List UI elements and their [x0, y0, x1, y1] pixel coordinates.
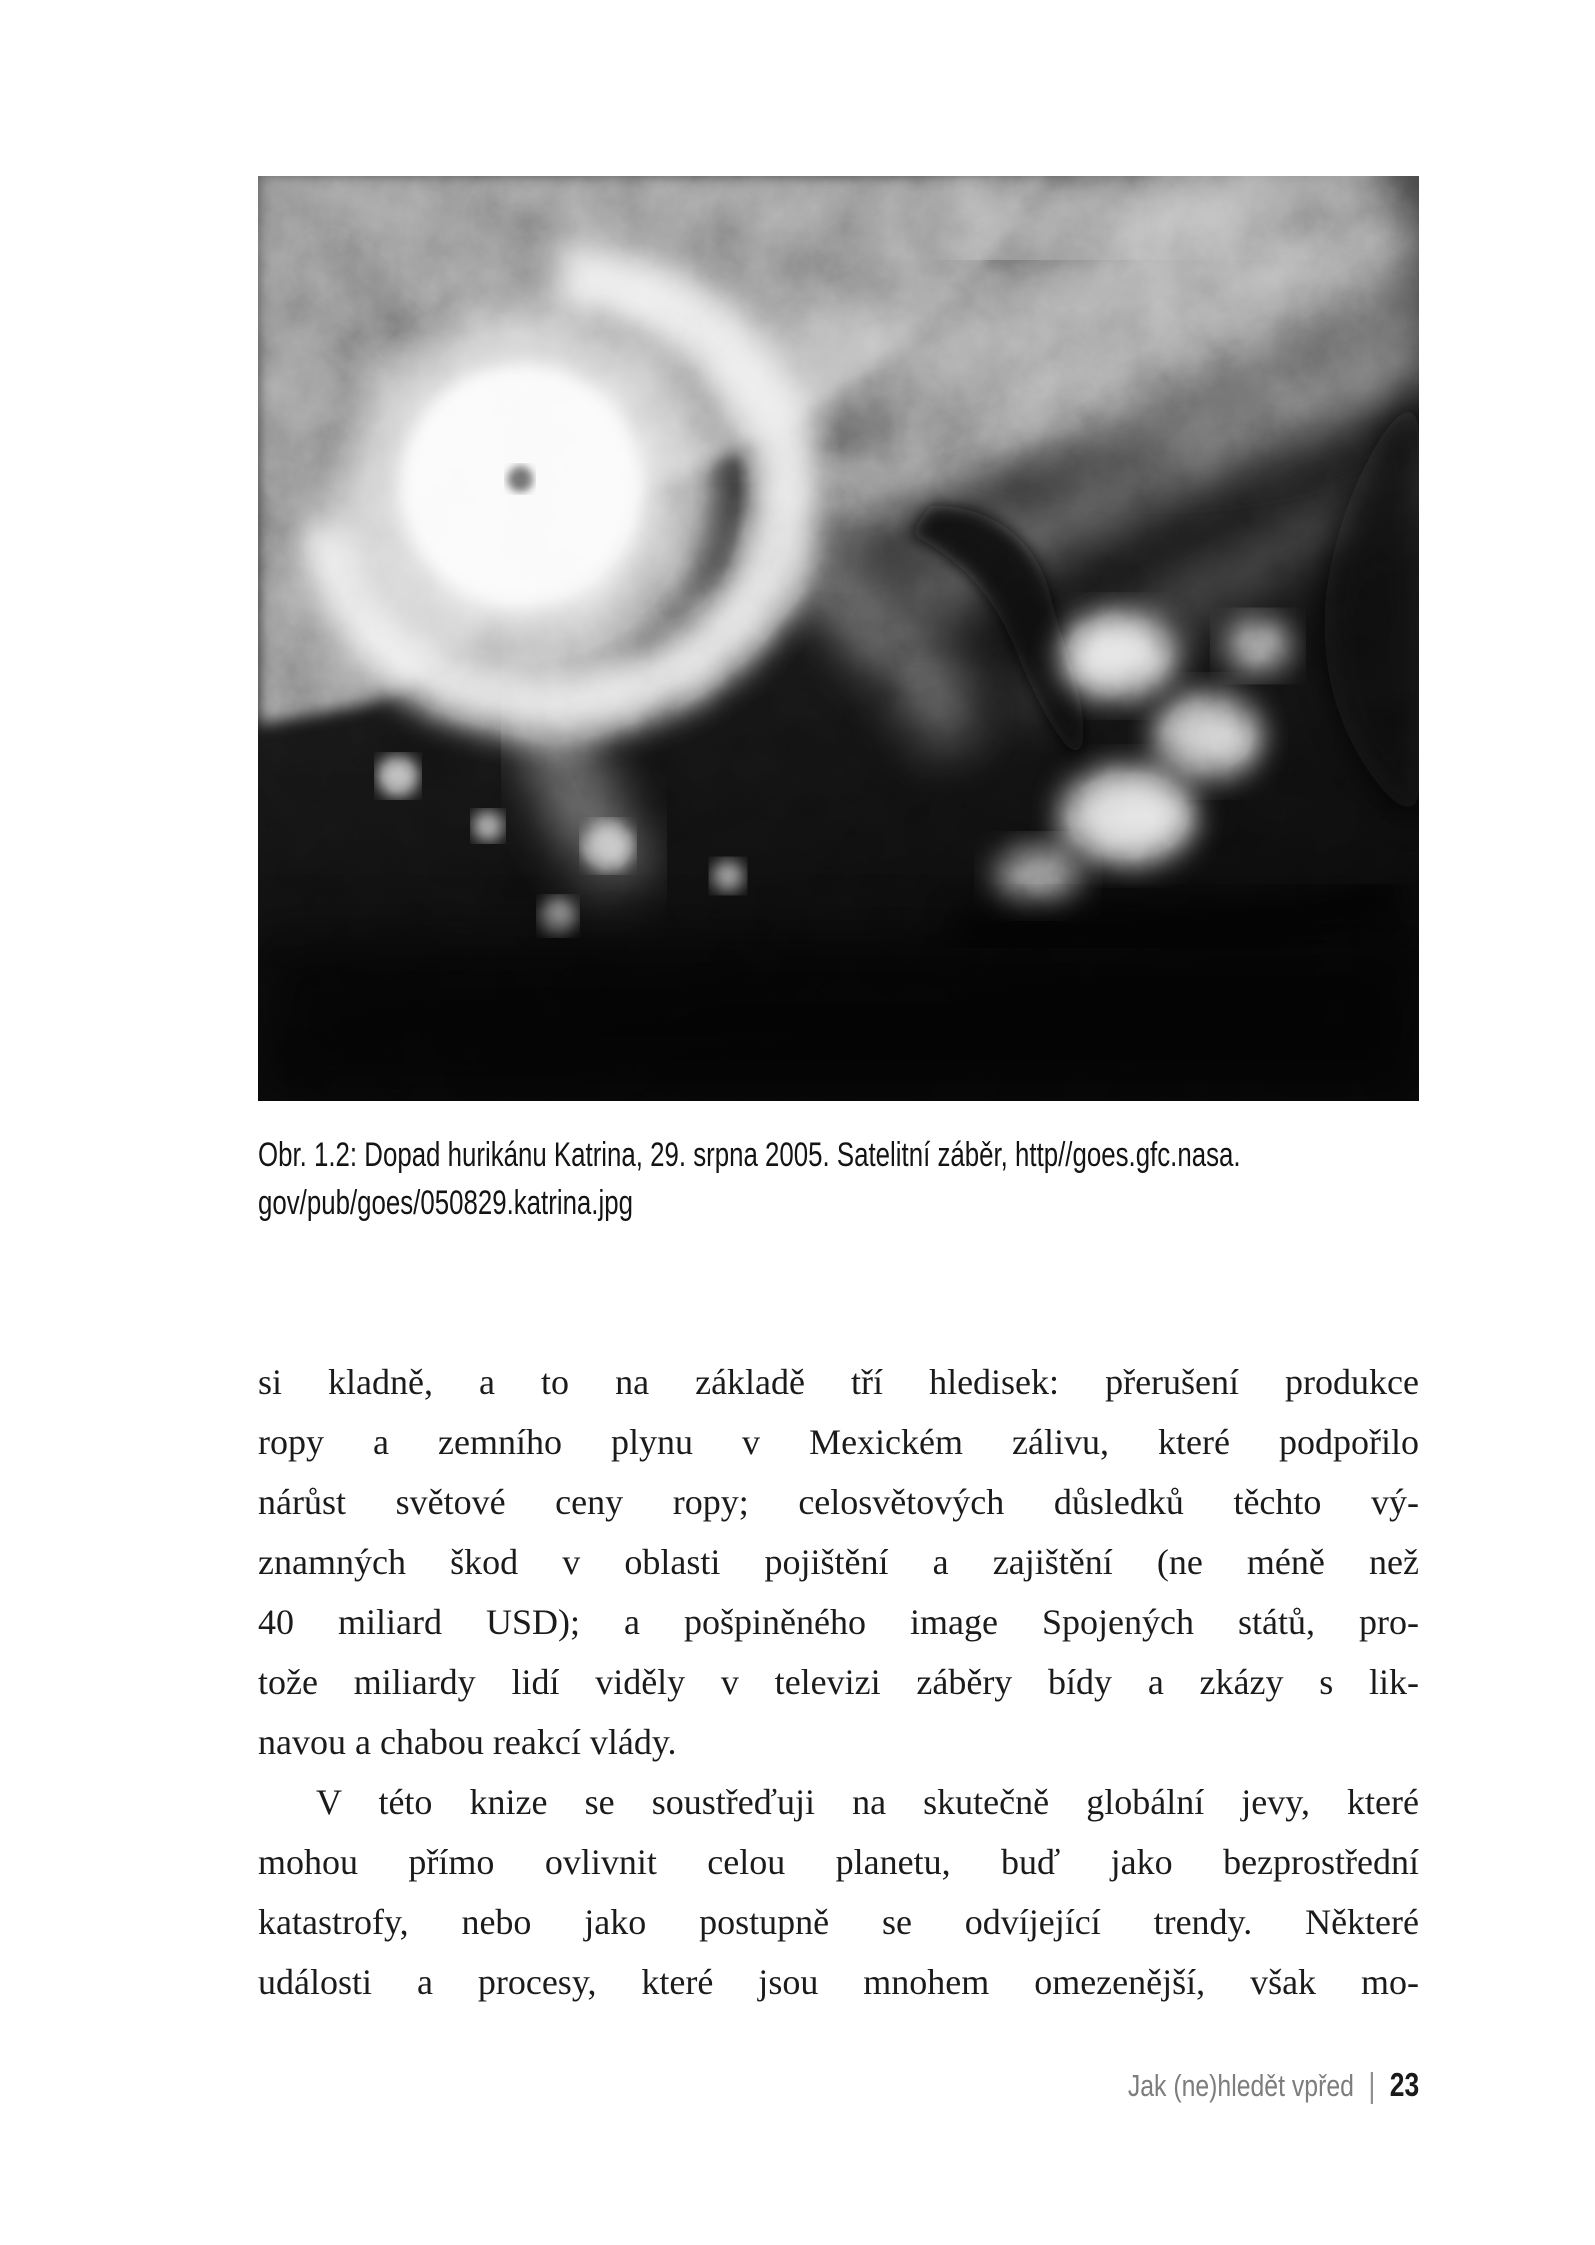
body-line: V této knize se soustřeďuji na skutečně globální jevy, které	[316, 1782, 1419, 1822]
figure-caption	[258, 1131, 1421, 1227]
body-text	[258, 1352, 1419, 2012]
body-line: navou a chabou reakcí vlády.	[258, 1722, 677, 1762]
page-footer	[1128, 2066, 1419, 2105]
body-line: tože miliardy lidí viděly v televizi záběry bídy a zkázy s lik-	[258, 1662, 1419, 1702]
body-line: mohou přímo ovlivnit celou planetu, buď jako bezprostřední	[258, 1842, 1419, 1882]
caption-line: gov/pub/goes/050829.katrina.jpg	[258, 1184, 633, 1222]
body-line: katastrofy, nebo jako postupně se odvíjející trendy. Některé	[258, 1902, 1419, 1942]
body-line: znamných škod v oblasti pojištění a zajištění (ne méně než	[258, 1542, 1419, 1582]
page-number: 23	[1389, 2066, 1419, 2103]
hurricane-satellite-image	[258, 176, 1419, 1101]
running-title: Jak (ne)hledět vpřed	[1127, 2068, 1354, 2103]
footer-separator: |	[1368, 2067, 1376, 2105]
caption-line: Obr. 1.2: Dopad hurikánu Katrina, 29. srpna 2005. Satelitní záběr, http//goes.gfc.nasa.	[258, 1136, 1241, 1174]
body-line: si kladně, a to na základě tří hledisek: přerušení produkce	[258, 1362, 1419, 1402]
body-line: 40 miliard USD); a pošpiněného image Spojených států, pro-	[258, 1602, 1419, 1642]
body-line: ropy a zemního plynu v Mexickém zálivu, které podpořilo	[258, 1422, 1419, 1462]
body-line: nárůst světové ceny ropy; celosvětových důsledků těchto vý-	[258, 1482, 1419, 1522]
body-line: události a procesy, které jsou mnohem omezenější, však mo-	[258, 1962, 1419, 2002]
figure-hurricane	[258, 176, 1419, 1101]
